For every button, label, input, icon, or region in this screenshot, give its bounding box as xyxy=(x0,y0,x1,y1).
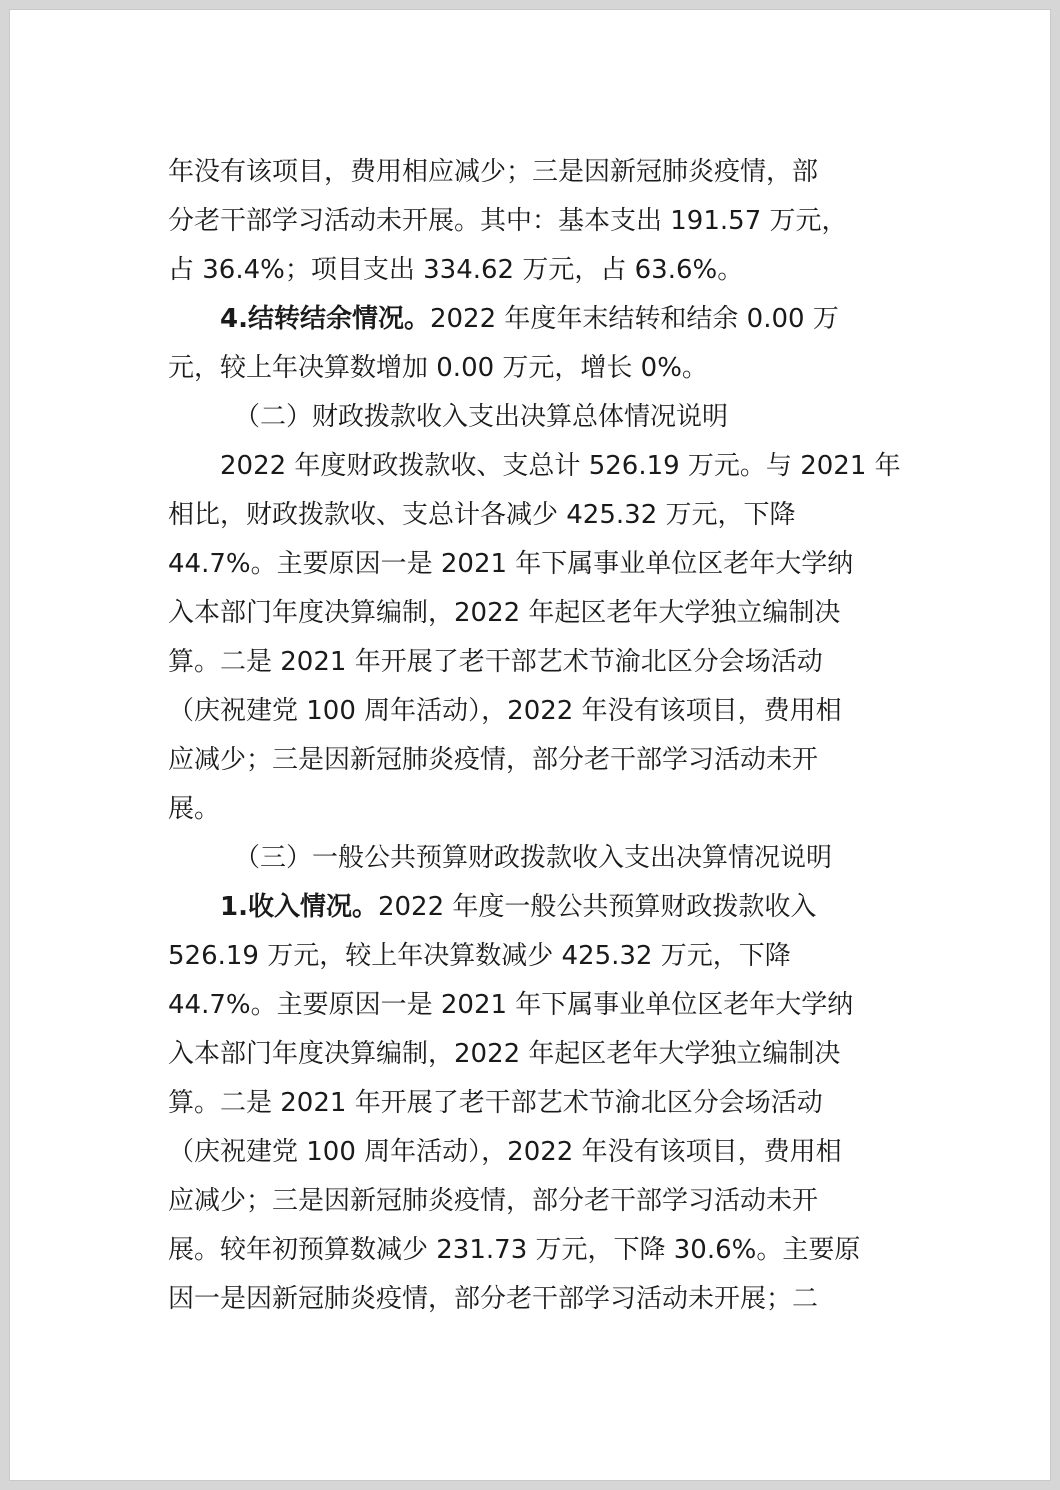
text-line: （庆祝建党 100 周年活动），2022 年没有该项目，费用相 xyxy=(168,696,842,726)
text-line: 分老干部学习活动未开展。其中：基本支出 191.57 万元， xyxy=(168,206,848,236)
text-line: 因一是因新冠肺炎疫情，部分老干部学习活动未开展；二 xyxy=(168,1284,819,1314)
document-body xyxy=(168,148,908,1324)
text-line: 占 36.4%；项目支出 334.62 万元，占 63.6%。 xyxy=(168,255,744,285)
text-line: 年没有该项目，费用相应减少；三是因新冠肺炎疫情，部 xyxy=(168,157,819,187)
document-page xyxy=(10,10,1050,1480)
item-text: 2022 年度年末结转和结余 0.00 万 xyxy=(429,304,839,334)
text-line xyxy=(168,295,908,344)
item-lead: 1.收入情况。 xyxy=(220,892,378,922)
text-line: 2022 年度财政拨款收、支总计 526.19 万元。与 2021 年 xyxy=(220,451,901,481)
item-text: 2022 年度一般公共预算财政拨款收入 xyxy=(377,892,817,922)
text-line: 算。二是 2021 年开展了老干部艺术节渝北区分会场活动 xyxy=(168,1088,823,1118)
text-line: 44.7%。主要原因一是 2021 年下属事业单位区老年大学纳 xyxy=(168,990,854,1020)
text-line: 入本部门年度决算编制，2022 年起区老年大学独立编制决 xyxy=(168,598,841,628)
text-line: （庆祝建党 100 周年活动），2022 年没有该项目，费用相 xyxy=(168,1137,842,1167)
text-line: 相比，财政拨款收、支总计各减少 425.32 万元，下降 xyxy=(168,500,796,530)
item-lead: 4.结转结余情况。 xyxy=(220,304,430,334)
text-line: 算。二是 2021 年开展了老干部艺术节渝北区分会场活动 xyxy=(168,647,823,677)
text-line: 元，较上年决算数增加 0.00 万元，增长 0%。 xyxy=(168,353,708,383)
text-line: 应减少；三是因新冠肺炎疫情，部分老干部学习活动未开 xyxy=(168,745,819,775)
section-heading: （三）一般公共预算财政拨款收入支出决算情况说明 xyxy=(234,843,833,873)
text-line: 526.19 万元，较上年决算数减少 425.32 万元，下降 xyxy=(168,941,791,971)
text-line xyxy=(168,883,908,932)
text-line: 展。较年初预算数减少 231.73 万元，下降 30.6%。主要原 xyxy=(168,1235,861,1265)
text-line: 应减少；三是因新冠肺炎疫情，部分老干部学习活动未开 xyxy=(168,1186,819,1216)
text-line: 展。 xyxy=(168,794,221,824)
text-line: 入本部门年度决算编制，2022 年起区老年大学独立编制决 xyxy=(168,1039,841,1069)
text-line: 44.7%。主要原因一是 2021 年下属事业单位区老年大学纳 xyxy=(168,549,854,579)
section-heading: （二）财政拨款收入支出决算总体情况说明 xyxy=(234,402,729,432)
